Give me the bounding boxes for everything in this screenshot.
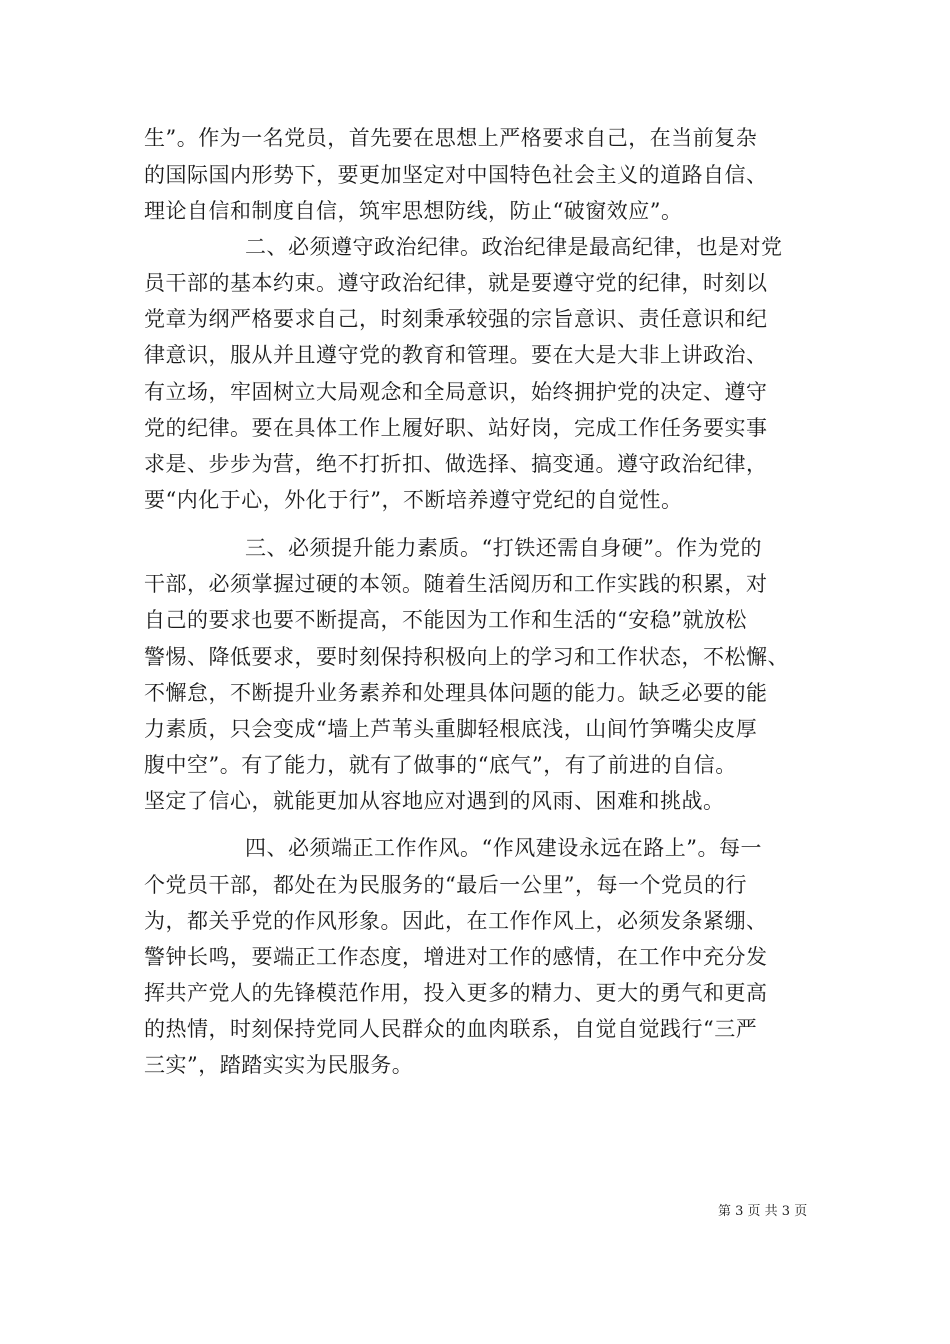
section-three-heading-line: 三、必须提升能力素质。“打铁还需自身硬”。作为党的: [245, 536, 762, 560]
body-text-line: 不懈怠，不断提升业务素养和处理具体问题的能力。缺乏必要的能: [144, 681, 768, 705]
body-text-line: 挥共产党人的先锋模范作用，投入更多的精力、更大的勇气和更高: [144, 981, 768, 1005]
section-two-heading-line: 二、必须遵守政治纪律。政治纪律是最高纪律，也是对党: [245, 235, 783, 259]
body-text-line: 腹中空”。有了能力，就有了做事的“底气”，有了前进的自信。: [144, 753, 737, 777]
body-text-line: 生”。作为一名党员，首先要在思想上严格要求自己，在当前复杂: [144, 126, 758, 150]
body-text-line: 有立场，牢固树立大局观念和全局意识，始终拥护党的决定、遵守: [144, 380, 768, 404]
body-text-line: 个党员干部，都处在为民服务的“最后一公里”，每一个党员的行: [144, 873, 747, 897]
body-text-line: 自己的要求也要不断提高，不能因为工作和生活的“安稳”就放松: [144, 608, 747, 632]
body-text-line: 律意识，服从并且遵守党的教育和管理。要在大是大非上讲政治、: [144, 343, 768, 367]
body-text-line: 理论自信和制度自信，筑牢思想防线，防止“破窗效应”。: [144, 199, 683, 223]
body-text-line: 三实”，踏踏实实为民服务。: [144, 1053, 414, 1077]
body-text-line: 要“内化于心，外化于行”，不断培养遵守党纪的自觉性。: [144, 488, 683, 512]
body-text-line: 求是、步步为营，绝不打折扣、做选择、搞变通。遵守政治纪律，: [144, 452, 768, 476]
body-text-line: 为，都关乎党的作风形象。因此，在工作作风上，必须发条紧绷、: [144, 909, 768, 933]
page-number-footer: 第 3 页 共 3 页: [718, 1204, 808, 1219]
body-text-line: 的热情，时刻保持党同人民群众的血肉联系，自觉自觉践行“三严: [144, 1017, 758, 1041]
body-text-line: 警惕、降低要求，要时刻保持积极向上的学习和工作状态，不松懈、: [144, 645, 789, 669]
section-four-heading-line: 四、必须端正工作作风。“作风建设永远在路上”。每一: [245, 836, 762, 860]
body-text-line: 坚定了信心，就能更加从容地应对遇到的风雨、困难和挑战。: [144, 789, 725, 813]
body-text-line: 党章为纲严格要求自己，时刻秉承较强的宗旨意识、责任意识和纪: [144, 307, 768, 331]
body-text-line: 警钟长鸣，要端正工作态度，增进对工作的感情，在工作中充分发: [144, 945, 768, 969]
body-text-line: 党的纪律。要在具体工作上履好职、站好岗，完成工作任务要实事: [144, 416, 768, 440]
body-text-line: 力素质，只会变成“墙上芦苇头重脚轻根底浅，山间竹笋嘴尖皮厚: [144, 717, 758, 741]
body-text-line: 的国际国内形势下，要更加坚定对中国特色社会主义的道路自信、: [144, 163, 768, 187]
body-text-line: 员干部的基本约束。遵守政治纪律，就是要遵守党的纪律，时刻以: [144, 271, 768, 295]
body-text-line: 干部，必须掌握过硬的本领。随着生活阅历和工作实践的积累，对: [144, 572, 768, 596]
